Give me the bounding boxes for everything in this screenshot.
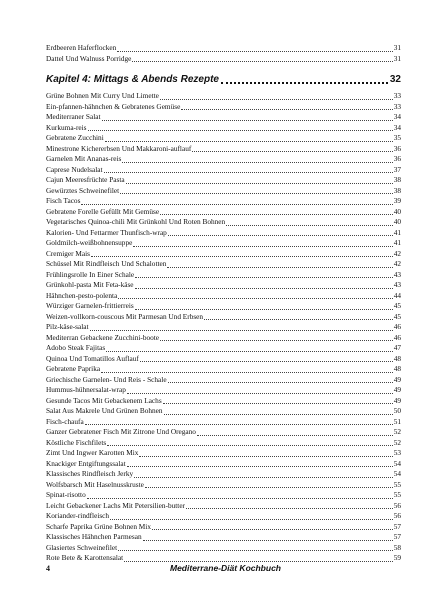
toc-entry-title: Minestrone Kichererbsen Und Makkaroni-auflauf: [46, 143, 192, 153]
dot-leader: [167, 261, 392, 268]
toc-entry: [46, 438, 401, 449]
toc-entry-page: 48: [393, 364, 401, 373]
toc-entry-title: Adobo Steak Fajitas: [46, 343, 106, 352]
dot-leader: [85, 418, 393, 425]
dot-leader: [140, 355, 393, 362]
toc-entry-page: 36: [393, 154, 401, 163]
toc-entry: [46, 354, 401, 365]
toc-entry-title: Kurkuma-reis: [46, 122, 87, 132]
dot-leader: [135, 282, 393, 289]
toc-entry-page: 54: [393, 469, 401, 478]
toc-entry-page: 31: [393, 43, 401, 52]
toc-entry: [46, 291, 401, 302]
dot-leader: [135, 271, 393, 278]
toc-entry-page: 57: [393, 532, 401, 541]
toc-entry-title: Scharfe Paprika Grüne Bohnen Mix: [46, 521, 151, 531]
dot-leader: [102, 114, 393, 121]
toc-entry-page: 44: [393, 290, 401, 300]
footer-page-number: 4: [46, 563, 50, 573]
toc-entry: [46, 543, 401, 554]
chapter-dot-leader: [221, 74, 388, 84]
toc-entry-title: Grünkohl-pasta Mit Feta-käse: [46, 280, 134, 289]
toc-entry-title: Gebratene Forelle Gefüllt Mit Gemüse: [46, 206, 160, 216]
toc-entry-page: 46: [393, 322, 401, 331]
toc-entry: [46, 144, 401, 155]
dot-leader: [91, 250, 393, 257]
dot-leader: [104, 166, 393, 173]
toc-entry: [46, 280, 401, 291]
toc-entry-page: 42: [393, 259, 401, 268]
dot-leader: [145, 481, 393, 488]
dot-leader: [152, 523, 393, 530]
toc-entry-page: 38: [393, 185, 401, 195]
dot-leader: [197, 429, 393, 436]
toc-entry-title: Kalorien- Und Fettarmer Thunfisch-wrap: [46, 227, 167, 237]
footer-book-title: Mediterrane-Diät Kochbuch: [170, 563, 281, 573]
toc-entry: [46, 480, 401, 491]
dot-leader: [118, 544, 393, 551]
dot-leader: [133, 240, 392, 247]
toc-entry-page: 43: [393, 280, 401, 289]
toc-entry-page: 40: [393, 206, 401, 216]
toc-entry-title: Wolfsbarsch Mit Haselnusskruste: [46, 479, 144, 489]
toc-entry: [46, 459, 401, 470]
dot-leader: [135, 303, 393, 310]
toc-entry-page: 58: [393, 542, 401, 552]
toc-entry-page: 59: [393, 553, 401, 562]
dot-leader: [160, 208, 393, 215]
dot-leader: [122, 156, 392, 163]
toc-entry-title: Cajun Meeresfrüchte Pasta: [46, 175, 125, 184]
toc-entry-page: 54: [393, 458, 401, 468]
toc-entry: [46, 196, 401, 207]
toc-entry-page: 46: [393, 332, 401, 342]
toc-entry-title: Knackiger Entgiftungssalat: [46, 458, 126, 468]
toc-entry-page: 52: [393, 437, 401, 447]
toc-entry-title: Koriander-rindfleisch: [46, 511, 110, 520]
toc-entry: [46, 133, 401, 144]
toc-entry-page: 50: [393, 406, 401, 415]
toc-entry: [46, 469, 401, 480]
chapter-title: Kapitel 4: Mittags & Abends Rezepte: [46, 74, 219, 85]
toc-entry-page: 35: [393, 133, 401, 142]
dot-leader: [127, 387, 393, 394]
toc-entry-page: 40: [393, 217, 401, 226]
toc-entry-title: Leicht Gebackener Lachs Mit Petersilien-butter: [46, 500, 185, 510]
toc-entry: [46, 123, 401, 134]
toc-entry-page: 41: [393, 227, 401, 237]
toc-entry-title: Gewürztes Schweinefilet: [46, 185, 120, 195]
toc-entry-title: Mediterran Gebackene Zucchini-boote: [46, 332, 160, 342]
toc-entry-title: Schüssel Mit Rindfleisch Und Schalotten: [46, 259, 167, 268]
toc-entry-page: 56: [393, 500, 401, 510]
toc-entry: [46, 270, 401, 281]
toc-entry-page: 42: [393, 248, 401, 258]
table-of-contents: [46, 43, 401, 564]
toc-entry-title: Spinat-risotto: [46, 490, 86, 499]
toc-entry-title: Köstliche Fischfilets: [46, 437, 107, 447]
toc-entry-title: Grüne Bohnen Mit Curry Und Limette: [46, 91, 159, 100]
toc-entry: [46, 102, 401, 113]
toc-entry-page: 33: [393, 91, 401, 100]
dot-leader: [163, 397, 393, 404]
toc-entry: [46, 217, 401, 228]
toc-entry-page: 56: [393, 511, 401, 520]
toc-entry-page: 37: [393, 164, 401, 174]
toc-entry: [46, 43, 401, 54]
dot-leader: [226, 219, 393, 226]
toc-entry-page: 47: [393, 343, 401, 352]
toc-entry-title: Frühlingsrolle In Einer Schale: [46, 269, 135, 279]
dot-leader: [134, 471, 393, 478]
toc-entry-title: Mediterraner Salat: [46, 112, 101, 121]
toc-entry: [46, 175, 401, 186]
toc-entry-page: 45: [393, 311, 401, 321]
toc-entry: [46, 553, 401, 564]
toc-entry-page: 31: [393, 53, 401, 63]
toc-entry-title: Gebratene Paprika: [46, 364, 101, 373]
dot-leader: [181, 103, 392, 110]
toc-entry-page: 33: [393, 101, 401, 111]
dot-leader: [126, 177, 393, 184]
toc-entry-title: Glasiertes Schweinefilet: [46, 542, 118, 552]
toc-entry: [46, 406, 401, 417]
toc-entry-title: Hummus-hühnersalat-wrap: [46, 385, 126, 394]
toc-entry-page: 45: [393, 301, 401, 310]
toc-entry-page: 34: [393, 112, 401, 121]
dot-leader: [132, 55, 392, 62]
toc-entry-title: Ganzer Gebratener Fisch Mit Zitrone Und Oregano: [46, 427, 196, 436]
dot-leader: [143, 534, 393, 541]
toc-entry-title: Vegetarisches Quinoa-chili Mit Grünkohl Und Roten Bohnen: [46, 217, 226, 226]
toc-entry-page: 52: [393, 427, 401, 436]
toc-entry-page: 51: [393, 416, 401, 426]
dot-leader: [164, 408, 393, 415]
toc-entry: [46, 417, 401, 428]
toc-entry-page: 36: [393, 143, 401, 153]
toc-entry-title: Dattel Und Walnuss Porridge: [46, 53, 132, 63]
dot-leader: [87, 492, 393, 499]
chapter-heading: [46, 73, 401, 87]
toc-entry: [46, 522, 401, 533]
toc-entry-title: Caprese Nudelsalat: [46, 164, 103, 174]
toc-entry-page: 49: [393, 395, 401, 405]
toc-entry-title: Gesunde Tacos Mit Gebackenem Lachs: [46, 395, 162, 405]
toc-entry-title: Rote Bete & Karottensalat: [46, 553, 124, 562]
dot-leader: [160, 334, 393, 341]
dot-leader: [139, 450, 392, 457]
toc-entry-title: Gebratene Zucchini: [46, 133, 104, 142]
toc-entries: [46, 91, 401, 564]
toc-entry: [46, 490, 401, 501]
dot-leader: [107, 439, 393, 446]
toc-entry: [46, 259, 401, 270]
toc-entry-title: Ein-pfannen-hähnchen & Gebratenes Gemüse: [46, 101, 181, 111]
toc-entry-title: Pilz-käse-salat: [46, 322, 89, 331]
toc-entry-title: Griechische Garnelen- Und Reis - Schale: [46, 374, 167, 384]
dot-leader: [106, 345, 393, 352]
toc-entry-page: 38: [393, 175, 401, 184]
toc-entry-title: Fisch Tacos: [46, 196, 81, 205]
toc-entry: [46, 343, 401, 354]
toc-entry-page: 49: [393, 385, 401, 394]
dot-leader: [160, 93, 393, 100]
dot-leader: [110, 513, 393, 520]
toc-entry-title: Garnelen Mit Ananas-reis: [46, 154, 122, 163]
toc-entry-title: Salat Aus Makrele Und Grünen Bohnen: [46, 406, 163, 415]
toc-entry-page: 39: [393, 196, 401, 205]
toc-entry-page: 34: [393, 122, 401, 132]
dot-leader: [117, 45, 392, 52]
dot-leader: [204, 313, 393, 320]
toc-entry: [46, 112, 401, 123]
toc-entry-title: Würziger Garnelen-frittierreis: [46, 301, 134, 310]
toc-entry: [46, 54, 401, 65]
toc-entry-title: Erdbeeren Haferflocken: [46, 43, 117, 52]
toc-entry: [46, 301, 401, 312]
dot-leader: [101, 366, 393, 373]
dot-leader: [127, 460, 393, 467]
dot-leader: [90, 324, 393, 331]
toc-entry-page: 49: [393, 374, 401, 384]
toc-entry: [46, 249, 401, 260]
dot-leader: [124, 555, 393, 562]
toc-entry: [46, 385, 401, 396]
dot-leader: [168, 229, 393, 236]
toc-entry-title: Hähnchen-pesto-polenta: [46, 290, 118, 300]
toc-entry-page: 48: [393, 353, 401, 363]
toc-entry: [46, 312, 401, 323]
toc-entry: [46, 207, 401, 218]
toc-entry-page: 55: [393, 479, 401, 489]
toc-entry: [46, 448, 401, 459]
dot-leader: [105, 135, 393, 142]
toc-entry-page: 43: [393, 269, 401, 279]
toc-entry: [46, 364, 401, 375]
toc-entry-title: Klassisches Rindfleisch Jerky: [46, 469, 134, 478]
toc-entry: [46, 333, 401, 344]
toc-entry: [46, 322, 401, 333]
toc-entry: [46, 501, 401, 512]
page-footer: [46, 563, 401, 573]
toc-entry-title: Quinoa Und Tomatillos Auflauf: [46, 353, 139, 363]
toc-entry: [46, 532, 401, 543]
toc-entry-page: 41: [393, 238, 401, 247]
toc-entry-title: Zimt Und Ingwer Karotten Mix: [46, 448, 139, 457]
dot-leader: [168, 376, 393, 383]
toc-entry: [46, 375, 401, 386]
toc-entry-title: Klassisches Hähnchen Parmesan: [46, 532, 142, 541]
toc-entry-title: Weizen-vollkorn-couscous Mit Parmesan Und Erbsen: [46, 311, 204, 321]
toc-entry-page: 57: [393, 521, 401, 531]
toc-entry: [46, 511, 401, 522]
toc-entry: [46, 154, 401, 165]
toc-entry: [46, 427, 401, 438]
toc-entry-title: Cremiger Mais: [46, 248, 90, 258]
toc-entry: [46, 396, 401, 407]
toc-top-entries: [46, 43, 401, 64]
toc-entry: [46, 238, 401, 249]
toc-entry: [46, 186, 401, 197]
toc-entry-page: 53: [393, 448, 401, 457]
toc-entry-page: 55: [393, 490, 401, 499]
dot-leader: [81, 198, 392, 205]
chapter-page: 32: [389, 74, 401, 85]
toc-entry: [46, 228, 401, 239]
dot-leader: [192, 145, 392, 152]
toc-entry-title: Fisch-chaufa: [46, 416, 84, 426]
dot-leader: [186, 502, 393, 509]
toc-entry: [46, 91, 401, 102]
toc-entry-title: Goldmilch-weißbohnensuppe: [46, 238, 133, 247]
dot-leader: [88, 124, 393, 131]
dot-leader: [120, 187, 393, 194]
dot-leader: [118, 292, 392, 299]
toc-entry: [46, 165, 401, 176]
